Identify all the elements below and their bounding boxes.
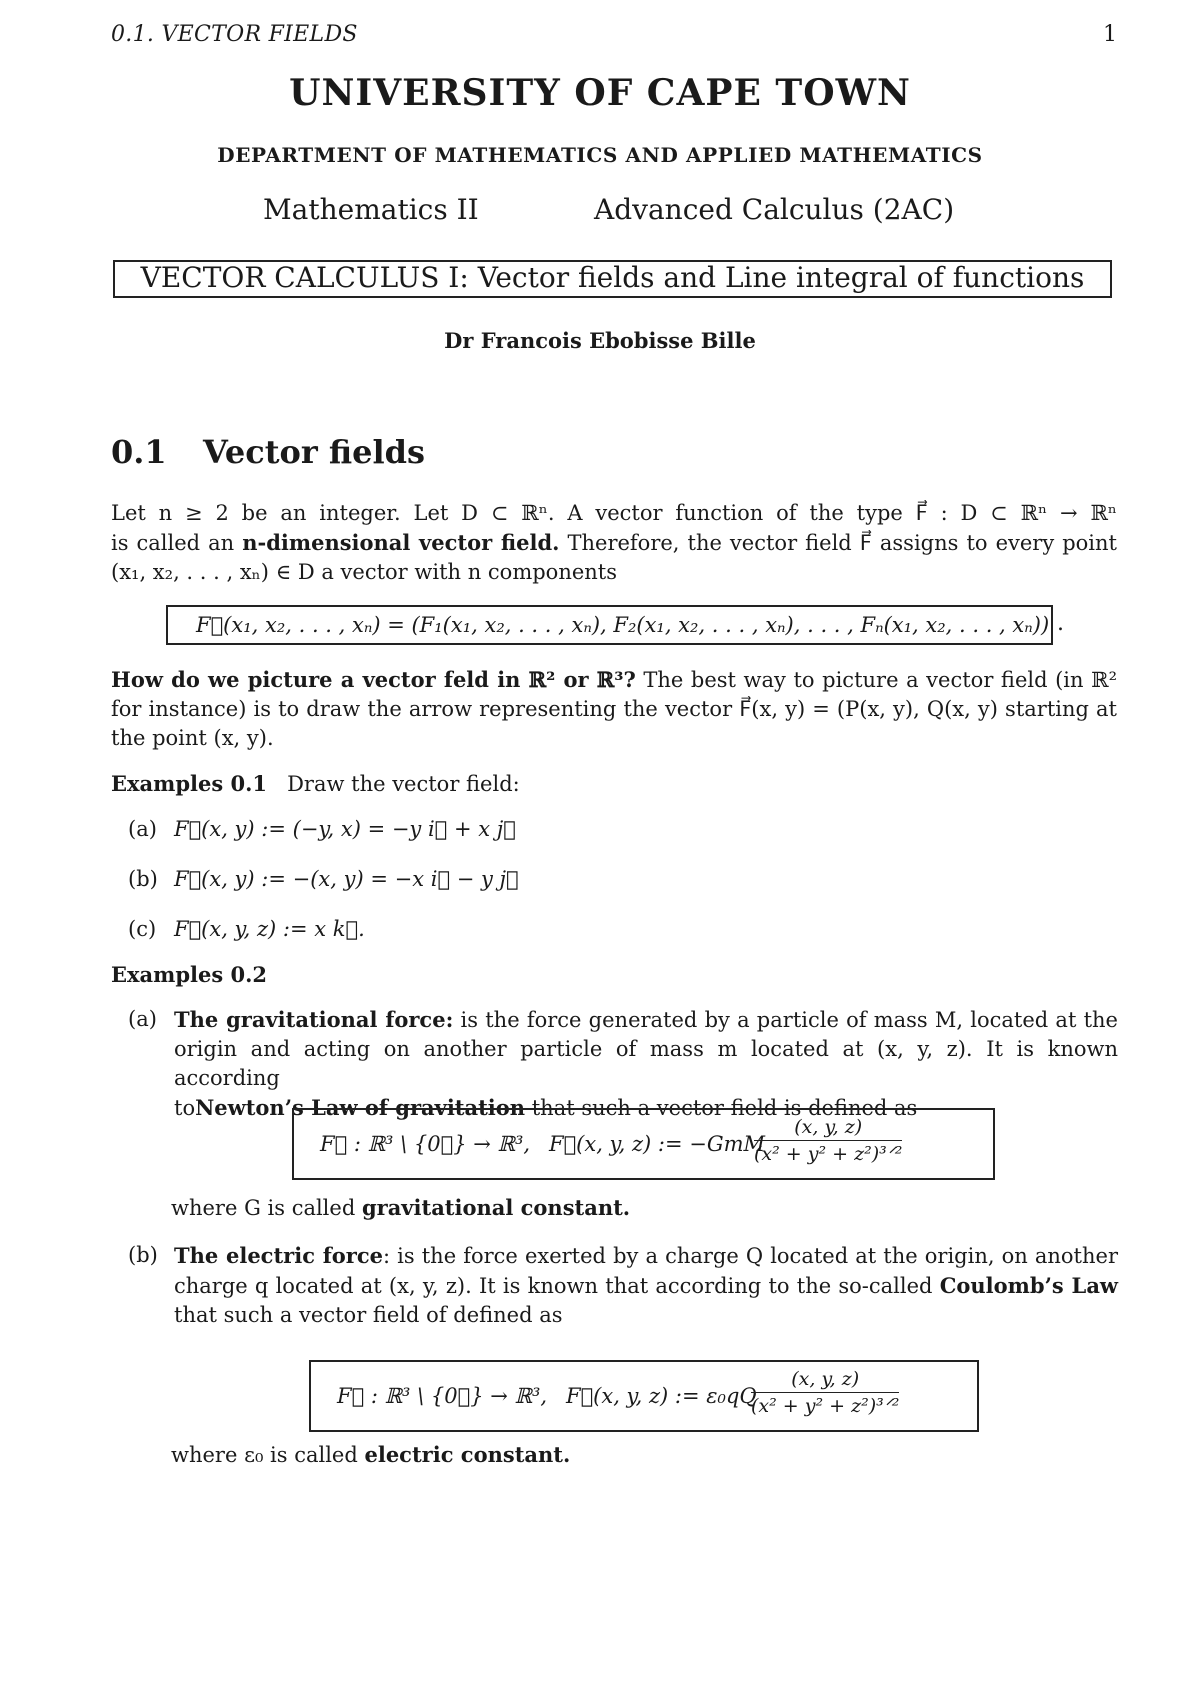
bold-term: electric constant. [364,1442,571,1467]
intro-line: Let n ≥ 2 be an integer. Let D ⊂ ℝⁿ. A vector function of the type F⃗ : D ⊂ ℝⁿ → ℝⁿ [111,501,1117,525]
example-item [128,917,365,941]
equation-domain: F⃗ : ℝ³ \ {0⃗} → ℝ³, [337,1384,548,1408]
course-code: Advanced Calculus (2AC) [594,193,955,226]
components-equation-box [166,605,1053,645]
components-equation: F⃗(x₁, x₂, . . . , xₙ) = (F₁(x₁, x₂, . . . , xₙ), F₂(x₁, x₂, . . . , xₙ), . . . , Fₙ(x₁, x₂, . . . , xₙ)) [196,613,1050,637]
equation-lhs: F⃗(x, y, z) := ε₀qQ [566,1384,757,1408]
section-number: 0.1 [111,433,167,471]
picture-paragraph [111,665,1117,753]
department-title: DEPARTMENT OF MATHEMATICS AND APPLIED MATHEMATICS [217,143,983,167]
university-title: UNIVERSITY OF CAPE TOWN [289,72,911,114]
text-run: is the force generated by a particle of mass M, located at the [453,1008,1118,1032]
bold-question: How do we picture a vector feld in ℝ² or ℝ³? [111,667,636,692]
document-title: VECTOR CALCULUS I: Vector fields and Line integral of functions [140,261,1085,294]
item-line: that such a vector field of defined as [174,1303,563,1327]
equation-fraction [751,1368,899,1417]
bold-term: The gravitational force: [174,1007,454,1032]
text-run: charge q located at (x, y, z). It is known that according to the so-called [174,1274,940,1298]
text-run: where ε₀ is called [171,1443,365,1467]
intro-paragraph [111,499,1117,587]
item-line [174,1271,1118,1301]
example-item [128,867,519,891]
item-line [174,1241,1118,1271]
fraction-numerator: (x, y, z) [754,1116,902,1141]
fraction-denominator: (x² + y² + z²)³ᐟ² [751,1395,900,1417]
section-heading [111,433,425,471]
bold-term: gravitational constant. [361,1195,631,1220]
document-title-box [113,260,1112,298]
item-label: (b) [128,867,158,891]
item-text [174,1241,1118,1330]
item-label: (b) [128,1243,158,1267]
gravitation-note [171,1195,630,1220]
equation-period: . [1057,611,1064,636]
item-label: (a) [128,1007,157,1031]
fraction-denominator: (x² + y² + z²)³ᐟ² [754,1143,903,1165]
example-item [128,817,516,841]
gravitational-force-item [128,1005,1118,1123]
running-header: 0.1. VECTOR FIELDS [111,22,358,47]
bold-term: The electric force [174,1243,383,1268]
text-run: that such a vector field is defined as [525,1096,918,1120]
item-line [174,1005,1118,1035]
section-title: Vector fields [203,433,426,471]
examples-2-heading: Examples 0.2 [111,962,268,987]
text-run: to [174,1096,196,1120]
page-number: 1 [1103,22,1117,47]
examples-label: Examples 0.1 [111,771,268,796]
picture-line: the point (x, y). [111,726,274,750]
text-run: The best way to picture a vector field (in ℝ² [635,668,1117,692]
equation-domain: F⃗ : ℝ³ \ {0⃗} → ℝ³, [320,1132,531,1156]
gravitation-equation-box [292,1108,995,1180]
item-expression: F⃗(x, y, z) := x k⃗. [174,917,365,941]
course-name: Mathematics II [263,193,479,226]
item-text [174,1005,1118,1123]
picture-line [111,665,1117,695]
item-label: (a) [128,817,157,841]
item-label: (c) [128,917,157,941]
examples-text: Draw the vector field: [287,772,520,796]
examples-1-heading [111,771,520,796]
item-expression: F⃗(x, y) := (−y, x) = −y i⃗ + x j⃗ [174,817,516,841]
text-run: where G is called [171,1196,362,1220]
text-run: Therefore, the vector field F⃗ assigns to every point [559,531,1117,555]
coulomb-note [171,1442,570,1467]
text-run: is called an [111,531,243,555]
bold-term: Coulomb’s Law [939,1273,1119,1298]
equation-fraction [754,1116,902,1165]
coulomb-equation-box [309,1360,979,1432]
picture-line: for instance) is to draw the arrow representing the vector F⃗(x, y) = (P(x, y), Q(x, y) starting at [111,697,1117,721]
bold-term: Newton’s Law of gravitation [195,1095,526,1120]
equation-lhs: F⃗(x, y, z) := −GmM [549,1132,766,1156]
item-expression: F⃗(x, y) := −(x, y) = −x i⃗ − y j⃗ [174,867,519,891]
item-line: origin and acting on another particle of mass m located at (x, y, z). It is known according [174,1037,1118,1090]
bold-term: n-dimensional vector field. [242,530,560,555]
author: Dr Francois Ebobisse Bille [444,328,756,353]
intro-line [111,528,1117,558]
electric-force-item [128,1241,1118,1330]
fraction-numerator: (x, y, z) [751,1368,899,1393]
text-run: : is the force exerted by a charge Q located at the origin, on another [382,1244,1118,1268]
intro-line: (x₁, x₂, . . . , xₙ) ∈ D a vector with n components [111,560,618,584]
